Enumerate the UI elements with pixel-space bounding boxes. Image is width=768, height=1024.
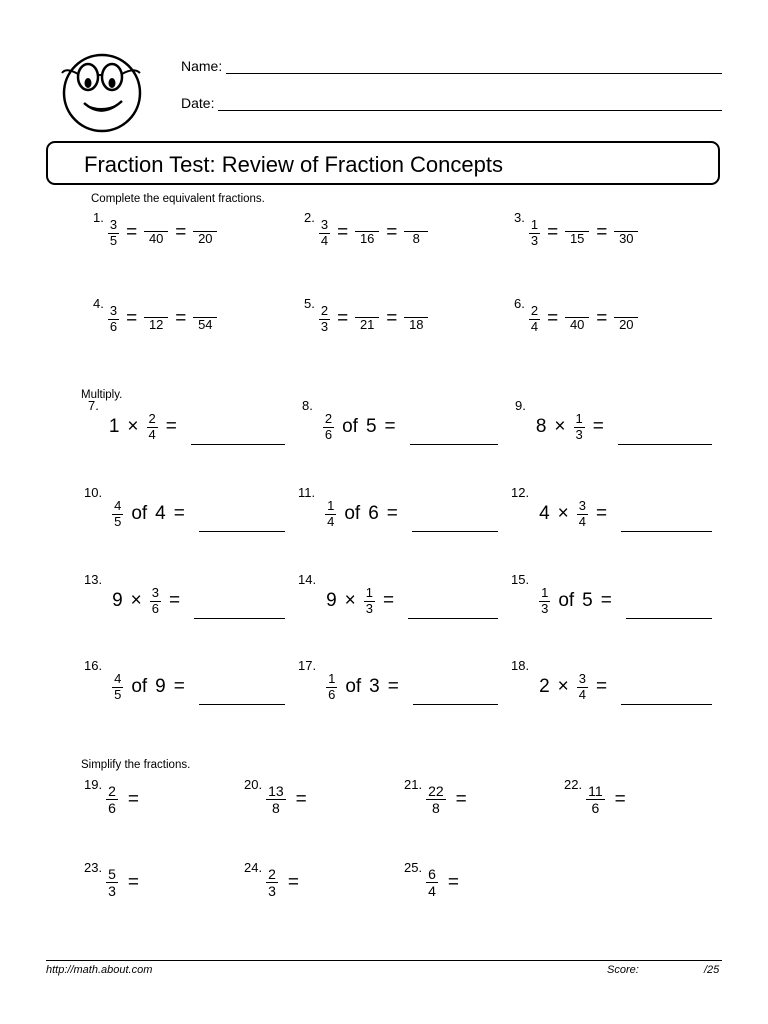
blank-fraction [565,219,589,247]
equals-sign: = [614,788,626,810]
equals-sign: = [165,416,177,438]
fraction [364,586,375,617]
denominator: 3 [108,883,116,900]
numerator: 2 [148,411,156,426]
blank-fraction [355,219,379,247]
multiply-problem [84,658,285,703]
equals-sign: = [600,590,612,612]
fraction [426,866,438,899]
answer-line[interactable] [618,444,712,445]
denominator: 4 [327,513,335,529]
of-word: of [342,416,358,438]
fraction [574,412,585,443]
denominator: 4 [148,426,156,442]
denominator: 4 [578,686,586,702]
times-sign: × [557,676,569,698]
fraction [323,412,334,443]
problem-number: 16. [84,658,103,673]
problem-number: 5. [304,296,315,311]
fraction [577,499,588,530]
times-sign: × [557,503,569,525]
denominator: 4 [428,883,436,900]
date-label: Date: [181,95,215,111]
denominator: 4 [530,318,539,334]
answer-line[interactable] [621,531,712,532]
answer-line[interactable] [413,704,498,705]
multiply-problem [302,398,498,443]
numerator: 3 [578,498,586,513]
equals-sign: = [447,871,459,893]
multiply-problem [298,658,498,703]
denominator: 3 [575,426,583,442]
fraction [108,218,119,249]
answer-line[interactable] [408,618,498,619]
fraction [529,304,540,335]
footer-url: http://math.about.com [46,964,153,976]
equals-sign: = [547,308,559,330]
numerator: 1 [530,217,539,232]
denominator: 6 [108,800,116,817]
problem-number: 6. [514,296,525,311]
denominator: 3 [365,600,373,616]
fraction [108,304,119,335]
denominator: 5 [114,513,122,529]
fraction [426,783,446,816]
equals-sign: = [387,676,399,698]
whole-number: 9 [112,590,123,612]
problem-number: 12. [511,485,530,500]
equivalent-problem [304,296,428,335]
numerator: 1 [328,671,336,686]
numerator: 5 [108,866,116,882]
problem-number: 18. [511,658,530,673]
equals-sign: = [287,871,299,893]
denominator: 3 [268,883,276,900]
denominator: 4 [578,513,586,529]
denominator: 15 [569,231,585,247]
answer-line[interactable] [621,704,712,705]
numerator: 1 [327,498,335,513]
numerator: 2 [268,866,276,882]
simplify-problem [404,777,474,817]
blank-fraction [144,219,168,247]
answer-line[interactable] [412,531,498,532]
whole-number: 3 [369,676,380,698]
denominator: 8 [271,800,280,817]
footer-rule [46,960,722,961]
problem-number: 8. [302,398,313,413]
fraction [319,304,330,335]
blank-fraction [355,305,379,333]
name-line[interactable] [226,73,722,74]
blank-fraction [404,219,428,247]
equals-sign: = [126,308,138,330]
equals-sign: = [175,308,187,330]
blank-fraction [144,305,168,333]
multiply-problem [511,572,712,617]
denominator: 8 [431,800,440,817]
answer-line[interactable] [410,444,498,445]
problem-number: 24. [244,860,263,875]
equals-sign: = [127,871,139,893]
title-box [46,141,720,185]
denominator: 3 [541,600,549,616]
numerator: 2 [320,303,329,318]
of-word: of [345,676,362,698]
fraction [325,499,336,530]
times-sign: × [554,416,566,438]
fraction [266,783,286,816]
blank-fraction [193,305,217,333]
denominator: 6 [151,600,159,616]
multiply-problem [511,485,712,530]
whole-number: 4 [155,503,166,525]
numerator: 11 [588,783,603,799]
whole-number: 9 [155,676,166,698]
problem-number: 17. [298,658,317,673]
equals-sign: = [596,503,608,525]
denominator: 54 [198,317,213,333]
fraction [106,783,118,816]
multiply-problem [84,485,285,530]
answer-line[interactable] [199,531,285,532]
problem-number: 7. [88,398,99,413]
blank-fraction [565,305,589,333]
problem-number: 9. [515,398,526,413]
denominator: 30 [619,231,634,247]
answer-line[interactable] [626,618,712,619]
fraction [326,672,337,703]
numerator: 6 [428,866,436,882]
denominator: 20 [198,231,213,247]
problem-number: 20. [244,777,263,792]
multiply-problem [515,398,712,443]
numerator: 3 [109,303,118,318]
name-label: Name: [181,58,223,74]
blank-fraction [614,305,638,333]
whole-number: 1 [108,416,120,438]
fraction [147,412,158,443]
blank-fraction [193,219,217,247]
numerator: 3 [109,217,118,232]
equivalent-problem [514,296,638,335]
fraction [150,586,161,617]
problem-number: 13. [84,572,103,587]
score-total: /25 [704,964,720,976]
denominator: 6 [591,800,600,817]
equivalent-instruction: Complete the equivalent fractions. [91,193,265,205]
whole-number: 5 [365,416,377,438]
denominator: 40 [569,317,585,333]
simplify-problem [564,777,633,817]
times-sign: × [130,590,142,612]
numerator: 2 [108,783,116,799]
equals-sign: = [386,222,398,244]
problem-number: 23. [84,860,103,875]
problem-number: 1. [93,210,104,225]
denominator: 8 [412,231,420,247]
fraction [586,783,605,816]
problem-number: 10. [84,485,103,500]
equivalent-problem [93,210,217,249]
smiley-face-glasses-icon [56,47,152,133]
equals-sign: = [337,222,349,244]
equivalent-problem [93,296,217,335]
page-title: Fraction Test: Review of Fraction Concepts [84,152,503,177]
equals-sign: = [592,416,604,438]
numerator: 3 [151,585,159,600]
denominator: 6 [109,318,118,334]
whole-number: 8 [535,416,547,438]
problem-number: 4. [93,296,104,311]
problem-number: 19. [84,777,103,792]
numerator: 13 [268,783,284,799]
numerator: 3 [578,671,586,686]
numerator: 1 [541,585,549,600]
numerator: 4 [114,498,122,513]
denominator: 20 [619,317,634,333]
of-word: of [131,503,148,525]
denominator: 21 [359,317,375,333]
denominator: 18 [409,317,424,333]
blank-fraction [614,219,638,247]
equals-sign: = [383,590,395,612]
fraction [529,218,540,249]
equals-sign: = [596,676,608,698]
times-sign: × [127,416,139,438]
denominator: 40 [148,231,164,247]
equals-sign: = [173,503,185,525]
simplify-problem [84,777,146,817]
denominator: 3 [530,232,539,248]
problem-number: 14. [298,572,317,587]
fraction [112,672,123,703]
simplify-problem [84,860,146,900]
of-word: of [131,676,148,698]
numerator: 22 [428,783,444,799]
numerator: 1 [575,411,583,426]
multiply-instruction: Multiply. [81,389,123,401]
whole-number: 4 [539,503,550,525]
whole-number: 9 [326,590,337,612]
equals-sign: = [386,308,398,330]
multiply-problem [511,658,712,703]
problem-number: 21. [404,777,423,792]
whole-number: 5 [582,590,593,612]
fraction [112,499,123,530]
multiply-problem [298,572,498,617]
equals-sign: = [596,308,608,330]
equals-sign: = [295,788,307,810]
fraction [266,866,278,899]
numerator: 3 [320,217,329,232]
equals-sign: = [547,222,559,244]
whole-number: 2 [539,676,550,698]
equivalent-problem [304,210,428,249]
denominator: 6 [324,426,333,442]
numerator: 2 [530,303,539,318]
equals-sign: = [169,590,181,612]
equals-sign: = [384,416,396,438]
equivalent-problem [514,210,638,249]
simplify-problem [244,777,314,817]
multiply-problem [84,572,285,617]
problem-number: 3. [514,210,525,225]
equals-sign: = [337,308,349,330]
problem-number: 25. [404,860,423,875]
denominator: 4 [320,232,329,248]
equals-sign: = [386,503,398,525]
equals-sign: = [126,222,138,244]
denominator: 6 [328,686,336,702]
simplify-instruction: Simplify the fractions. [81,759,191,771]
multiply-problem [88,398,285,443]
equals-sign: = [127,788,139,810]
equals-sign: = [596,222,608,244]
denominator: 3 [320,318,329,334]
denominator: 5 [109,232,118,248]
whole-number: 6 [368,503,379,525]
problem-number: 15. [511,572,530,587]
answer-line[interactable] [191,444,285,445]
denominator: 16 [359,231,375,247]
fraction [319,218,330,249]
problem-number: 2. [304,210,315,225]
equals-sign: = [455,788,467,810]
simplify-problem [404,860,466,900]
problem-number: 11. [298,485,316,500]
numerator: 2 [324,411,333,426]
of-word: of [558,590,575,612]
of-word: of [344,503,361,525]
simplify-problem [244,860,306,900]
problem-number: 22. [564,777,583,792]
equals-sign: = [175,222,187,244]
fraction [106,866,118,899]
times-sign: × [344,590,356,612]
answer-line[interactable] [194,618,285,619]
denominator: 12 [148,317,164,333]
equals-sign: = [173,676,185,698]
blank-fraction [404,305,428,333]
numerator: 4 [114,671,122,686]
date-line[interactable] [218,110,722,111]
answer-line[interactable] [199,704,285,705]
fraction [577,672,588,703]
denominator: 5 [114,686,122,702]
multiply-problem [298,485,498,530]
fraction [539,586,550,617]
numerator: 1 [365,585,373,600]
score-label: Score: [607,964,639,976]
